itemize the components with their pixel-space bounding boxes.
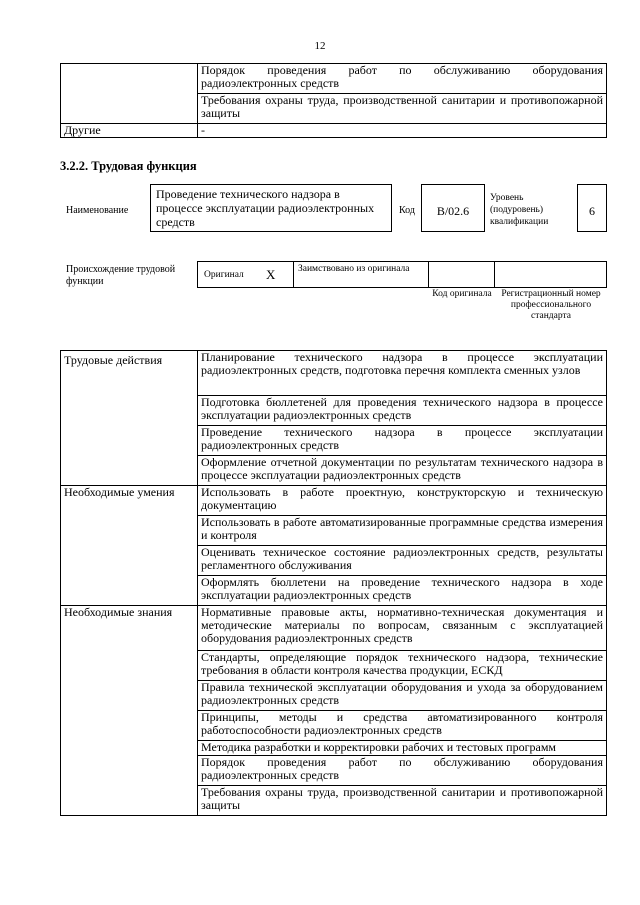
table-cell: Оформлять бюллетени на проведение технического надзора в ходе эксплуатации радиоэлектронных средств xyxy=(198,576,607,606)
table-cell: Требования охраны труда, производственной санитарии и противопожарной защиты xyxy=(198,786,607,816)
code-value: В/02.6 xyxy=(436,204,470,218)
page-number: 12 xyxy=(314,40,326,52)
level-label: Уровень (подуровень) квалификации xyxy=(490,193,549,227)
table-cell: Использовать в работе автоматизированные программные средства измерения и контроля xyxy=(198,516,607,546)
registration-box xyxy=(494,261,607,288)
origin-label: Происхождение трудовой функции xyxy=(66,264,176,287)
level-box xyxy=(577,184,607,232)
original-box xyxy=(197,261,294,288)
original-mark: X xyxy=(266,267,276,282)
code-label: Код xyxy=(399,205,415,216)
function-name-box xyxy=(150,184,392,232)
group-label-actions: Трудовые действия xyxy=(61,351,198,486)
table-cell: Нормативные правовые акты, нормативно-техническая документация и методические материалы по вопросам, связанным с эксплуатацией оборудования радиоэлектронных средств xyxy=(198,606,607,651)
table-cell: Порядок проведения работ по обслуживанию оборудования радиоэлектронных средств xyxy=(198,756,607,786)
name-label: Наименование xyxy=(66,205,129,216)
origin-code-box xyxy=(428,261,495,288)
table-cell: - xyxy=(198,124,607,138)
table-label-cell: Другие xyxy=(61,124,198,138)
table-label-cell xyxy=(61,64,198,124)
table-cell: Оценивать техническое состояние радиоэлектронных средств, результаты регламентного обслуживания xyxy=(198,546,607,576)
table-cell: Принципы, методы и средства автоматизированного контроля работоспособности радиоэлектронных средств xyxy=(198,711,607,741)
code-caption: Код оригинала xyxy=(432,289,492,299)
table-cell: Методика разработки и корректировки рабочих и тестовых программ xyxy=(198,741,607,756)
original-label: Оригинал xyxy=(204,270,244,280)
labor-function-table xyxy=(60,350,607,816)
table-cell: Подготовка бюллетеней для проведения технического надзора в процессе эксплуатации радиоэлектронных средств xyxy=(198,396,607,426)
code-box xyxy=(421,184,485,232)
borrowed-box xyxy=(293,261,429,288)
section-heading: 3.2.2. Трудовая функция xyxy=(60,159,197,173)
continuation-table xyxy=(60,63,607,138)
table-cell: Оформление отчетной документации по результатам технического надзора в процессе эксплуатации радиоэлектронных средств xyxy=(198,456,607,486)
borrowed-label: Заимствовано из оригинала xyxy=(298,264,410,274)
group-label-skills: Необходимые умения xyxy=(61,486,198,606)
table-cell: Планирование технического надзора в процессе эксплуатации радиоэлектронных средств, подготовка перечня комплекта сменных узлов xyxy=(198,351,607,396)
table-cell: Использовать в работе проектную, конструкторскую и техническую документацию xyxy=(198,486,607,516)
group-label-knowledge: Необходимые знания xyxy=(61,606,198,816)
level-value: 6 xyxy=(589,204,595,218)
table-cell: Порядок проведения работ по обслуживанию оборудования радиоэлектронных средств xyxy=(198,64,607,94)
registration-caption: Регистрационный номер профессионального стандарта xyxy=(501,289,601,321)
table-cell: Требования охраны труда, производственной санитарии и противопожарной защиты xyxy=(198,94,607,124)
table-cell: Проведение технического надзора в процессе эксплуатации радиоэлектронных средств xyxy=(198,426,607,456)
function-name-value: Проведение технического надзора в процессе эксплуатации радиоэлектронных средств xyxy=(156,187,375,229)
table-cell: Правила технической эксплуатации оборудования и ухода за оборудованием радиоэлектронных средств xyxy=(198,681,607,711)
table-cell: Стандарты, определяющие порядок технического надзора, технические требования в области контроля качества продукции, ЕСКД xyxy=(198,651,607,681)
